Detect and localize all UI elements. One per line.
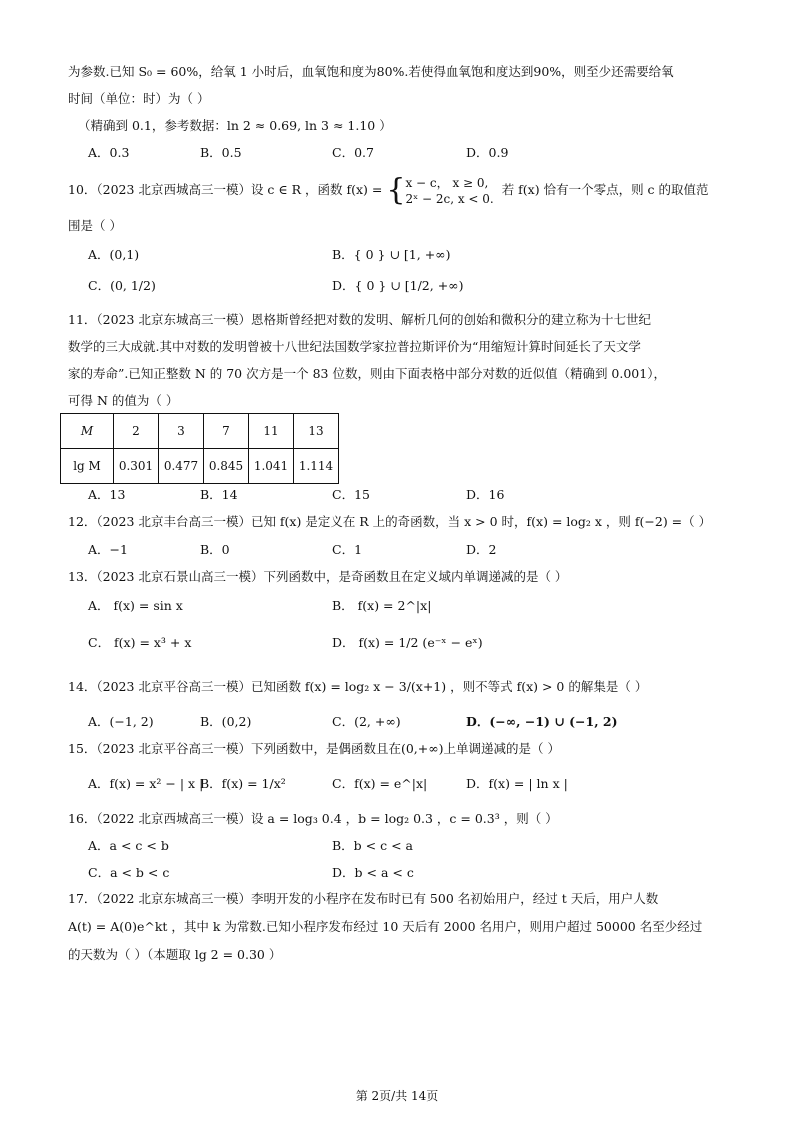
q10-cases [405,175,493,207]
q11-option-c: C．15 [332,487,370,502]
q10-option-b: B．{ 0 } ∪ [1, +∞) [332,247,451,262]
q10-source: （2023 北京西城高三一模） [96,182,251,197]
q12-option-b: B．0 [200,542,230,557]
table-cell: 1.041 [249,449,294,484]
q12-option-a: A．−1 [88,542,128,557]
q10-option-a: A．(0,1) [88,247,140,262]
table-cell: 3 [159,414,204,449]
q17-line-2: A(t) = A(0)e^kt ，其中 k 为常数.已知小程序发布经过 10 天后有 2000 名用户，则用户超过 50000 名至少经过 [68,919,703,934]
q16-option-d: D．b < a < c [332,865,414,880]
q11-line-4: 可得 N 的值为（ ） [68,393,179,408]
brace-symbol: { [386,172,406,208]
q11-line-1: 11．（2023 北京东城高三一模）恩格斯曾经把对数的发明、解析几何的创始和微积分的建立称为十七世纪 [68,312,651,327]
q10-pre: 设 c ∈ R ，函数 f(x) = [250,182,383,197]
table-row [61,414,339,449]
q15-option-d: D．f(x) = | ln x | [466,776,568,791]
log-table [60,413,339,484]
cont-option-b: B．0.5 [200,145,242,160]
q12-option-d: D．2 [466,542,497,557]
q14-option-a: A．(−1, 2) [88,714,154,729]
table-cell: 7 [204,414,249,449]
q11-line-2: 数学的三大成就.其中对数的发明曾被十八世纪法国数学家拉普拉斯评价为“用缩短计算时间延长了天文学 [68,339,641,354]
q10-case-1: x − c， x ≥ 0, [405,175,489,190]
cont-option-d: D．0.9 [466,145,509,160]
table-row [61,449,339,484]
q10-option-c: C．(0, 1/2) [88,278,156,293]
q11-option-b: B．14 [200,487,238,502]
q15-option-a: A．f(x) = x² − | x | [88,776,204,791]
q13-option-d: D． f(x) = 1/2 (e⁻ˣ − eˣ) [332,635,483,650]
q16-line-1: 16．（2022 北京西城高三一模）设 a = log₃ 0.4 ，b = log₂ 0.3 ，c = 0.3³ ，则（ ） [68,811,558,826]
q16-option-c: C．a < b < c [88,865,170,880]
cont-line-3: （精确到 0.1，参考数据：ln 2 ≈ 0.69, ln 3 ≈ 1.10 ） [78,118,392,133]
q15-option-b: B．f(x) = 1/x² [200,776,286,791]
table-cell: 0.477 [159,449,204,484]
q15-line-1: 15．（2023 北京平谷高三一模）下列函数中，是偶函数且在(0,+∞)上单调递减的是（ ） [68,741,560,756]
table-cell: 11 [249,414,294,449]
q10-option-d: D．{ 0 } ∪ [1/2, +∞) [332,278,464,293]
q16-option-a: A．a < c < b [88,838,169,853]
cont-line-2: 时间（单位：时）为（ ） [68,91,210,106]
q13-option-c: C． f(x) = x³ + x [88,635,192,650]
q10-stem [68,173,709,207]
q17-line-1: 17．（2022 北京东城高三一模）李明开发的小程序在发布时已有 500 名初始用户，经过 t 天后，用户人数 [68,891,659,906]
q13-option-a: A． f(x) = sin x [88,598,183,613]
table-cell: 2 [114,414,159,449]
q10-line-2: 围是（ ） [68,218,122,233]
page-footer: 第 2页/共 14页 [355,1089,439,1103]
q12-option-c: C．1 [332,542,363,557]
table-cell: 0.845 [204,449,249,484]
q15-option-c: C．f(x) = e^|x| [332,776,428,791]
table-cell: 1.114 [294,449,339,484]
q16-option-b: B．b < c < a [332,838,413,853]
q12-line-1: 12．（2023 北京丰台高三一模）已知 f(x) 是定义在 R 上的奇函数，当 x > 0 时，f(x) = log₂ x ，则 f(−2) =（ ） [68,514,712,529]
cont-line-1: 为参数.已知 S₀ = 60%，给氧 1 小时后，血氧饱和度为80%.若使得血氧饱和度达到90%，则至少还需要给氧 [68,64,674,79]
table-cell: 13 [294,414,339,449]
cont-option-c: C．0.7 [332,145,374,160]
q11-option-d: D．16 [466,487,505,502]
table-cell: M [61,414,114,449]
q14-option-b: B．(0,2) [200,714,252,729]
q13-line-1: 13．（2023 北京石景山高三一模）下列函数中，是奇函数且在定义域内单调递减的是（ ） [68,569,568,584]
q10-number: 10． [68,182,97,197]
q11-option-a: A．13 [88,487,126,502]
q13-option-b: B． f(x) = 2^|x| [332,598,432,613]
q14-option-c: C．(2, +∞) [332,714,401,729]
q10-case-2: 2ˣ − 2c, x < 0. [405,191,494,206]
q10-post: 若 f(x) 恰有一个零点，则 c 的取值范 [501,182,709,197]
q17-line-3: 的天数为（ ）（本题取 lg 2 = 0.30 ） [68,947,282,962]
cont-option-a: A．0.3 [88,145,130,160]
table-cell: lg M [61,449,114,484]
q11-line-3: 家的寿命”.已知正整数 N 的 70 次方是一个 83 位数，则由下面表格中部分对数的近似值（精确到 0.001）， [68,366,666,381]
q14-option-d: D．(−∞, −1) ∪ (−1, 2) [466,714,618,729]
table-cell: 0.301 [114,449,159,484]
q14-line-1: 14．（2023 北京平谷高三一模）已知函数 f(x) = log₂ x − 3/(x+1) ，则不等式 f(x) > 0 的解集是（ ） [68,679,648,694]
